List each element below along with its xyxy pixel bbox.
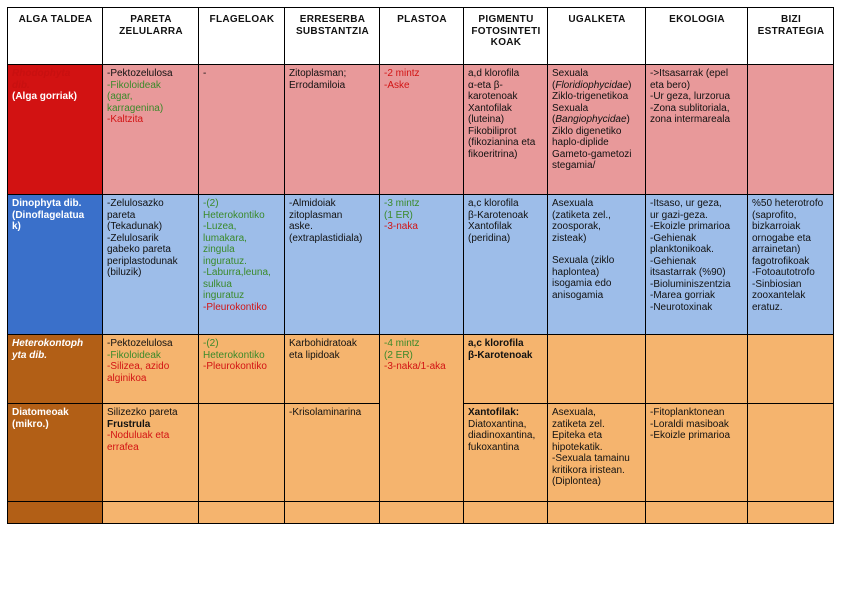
cell-group-dinophyta: Dinophyta dib. (Dinoflagelatua k) (8, 195, 103, 335)
cell-ecology-rhodophyta: ->Itsasarrak (epel eta bero) -Ur geza, lurzorua -Zona sublitoriala, zona intermareala (646, 65, 748, 195)
cell-reserve-heterokontophyta: Karbohidratoak eta lipidoak (285, 335, 380, 404)
header-pigmentu-fotosintetikoak: PIGMENTU FOTOSINTETI KOAK (464, 8, 548, 65)
cell-pigments-heterokontophyta: a,c klorofila β-Karotenoak (464, 335, 548, 404)
cell-reserve-diatomeae: -Krisolaminarina (285, 404, 380, 502)
cell-group-heterokontophyta: Heterokontoph yta dib. (8, 335, 103, 404)
header-ugalketa: UGALKETA (548, 8, 646, 65)
cell-wall-dinophyta: -Zelulosazko pareta (Tekadunak) -Zelulosarik gabeko pareta periplastodunak (biluzik) (103, 195, 199, 335)
cell-empty (464, 502, 548, 524)
table-row-dinophyta (8, 195, 834, 335)
header-plastoa: PLASTOA (380, 8, 464, 65)
cell-flagella-heterokontophyta: -(2) Heterokontiko -Pleurokontiko (199, 335, 285, 404)
cell-group-diatomeae: Diatomeoak (mikro.) (8, 404, 103, 502)
header-bizi-estrategia: BIZI ESTRATEGIA (748, 8, 834, 65)
cell-empty (548, 502, 646, 524)
cell-wall-diatomeae: Silizezko pareta Frustrula -Noduluak eta errafea (103, 404, 199, 502)
algae-comparison-table (7, 7, 834, 524)
cell-flagella-dinophyta: -(2) Heterokontiko -Luzea, lumakara, zingula inguratuz. -Laburra,leuna, sulkua inguratuz -Pleurokontiko (199, 195, 285, 335)
cell-reproduction-diatomeae: Asexuala, zatiketa zel. Epiteka eta hipotekatik. -Sexuala tamainu kritikora iristean. (Diplontea) (548, 404, 646, 502)
cell-reserve-rhodophyta: Zitoplasman; Errodamiloia (285, 65, 380, 195)
cell-pigments-diatomeae: Xantofilak: Diatoxantina, diadinoxantina, fukoxantina (464, 404, 548, 502)
cell-strategy-dinophyta: %50 heterotrofo (saprofito, bizkarroiak ornogabe eta arrainetan) fagotrofikoak -Fotoautotrofo -Sinbiosian zooxantelak eratuz. (748, 195, 834, 335)
header-alga-taldea: ALGA TALDEA (8, 8, 103, 65)
cell-empty (199, 502, 285, 524)
cell-wall-rhodophyta: -Pektozelulosa -Fikoloideak (agar, karragenina) -Kaltzita (103, 65, 199, 195)
cell-flagella-diatomeae (199, 404, 285, 502)
cell-reproduction-rhodophyta: Sexuala (Floridiophycidae) Ziklo-trigenetikoa Sexuala (Bangiophycidae) Ziklo digenetiko haplo-diplide Gameto-gametozi stegamia/ (548, 65, 646, 195)
cell-plastid-rhodophyta: -2 mintz -Aske (380, 65, 464, 195)
cell-ecology-diatomeae: -Fitoplanktonean -Loraldi masiboak -Ekoizle primarioa (646, 404, 748, 502)
cell-reproduction-heterokontophyta (548, 335, 646, 404)
cell-empty (646, 502, 748, 524)
cell-empty (8, 502, 103, 524)
header-flageloak: FLAGELOAK (199, 8, 285, 65)
cell-strategy-heterokontophyta (748, 335, 834, 404)
cell-group-rhodophyta: Rhodophyta dib. (Alga gorriak) (8, 65, 103, 195)
cell-empty (103, 502, 199, 524)
cell-flagella-rhodophyta: - (199, 65, 285, 195)
cell-pigments-rhodophyta: a,d klorofila α-eta β- karotenoak Xantofilak (luteina) Fikobiliprot (fikozianina eta fikoeritrina) (464, 65, 548, 195)
cell-reproduction-dinophyta: Asexuala (zatiketa zel., zoosporak, zisteak) Sexuala (ziklo haplontea) isogamia edo anisogamia (548, 195, 646, 335)
cell-wall-heterokontophyta: -Pektozelulosa -Fikoloideak -Silizea, azido alginikoa (103, 335, 199, 404)
header-erreserba-substantzia: ERRESERBA SUBSTANTZIA (285, 8, 380, 65)
table-row-rhodophyta (8, 65, 834, 195)
cell-strategy-diatomeae (748, 404, 834, 502)
cell-pigments-dinophyta: a,c klorofila β-Karotenoak Xantofilak (peridina) (464, 195, 548, 335)
cell-ecology-dinophyta: -Itsaso, ur geza, ur gazi-geza. -Ekoizle primarioa -Gehienak planktonikoak. -Gehienak itsastarrak (%90) -Bioluminiszentzia -Marea gorriak -Neurotoxinak (646, 195, 748, 335)
header-ekologia: EKOLOGIA (646, 8, 748, 65)
table-row-empty (8, 502, 834, 524)
cell-empty (748, 502, 834, 524)
cell-empty (285, 502, 380, 524)
cell-empty (380, 502, 464, 524)
cell-ecology-heterokontophyta (646, 335, 748, 404)
header-row (8, 8, 834, 65)
cell-plastid-heterokontophyta: -4 mintz (2 ER) -3-naka/1-aka (380, 335, 464, 502)
cell-plastid-dinophyta: -3 mintz (1 ER) -3-naka (380, 195, 464, 335)
cell-reserve-dinophyta: -Almidoiak zitoplasman aske. (extraplastidiala) (285, 195, 380, 335)
table-row-heterokontophyta (8, 335, 834, 404)
header-pareta-zelularra: PARETA ZELULARRA (103, 8, 199, 65)
cell-strategy-rhodophyta (748, 65, 834, 195)
